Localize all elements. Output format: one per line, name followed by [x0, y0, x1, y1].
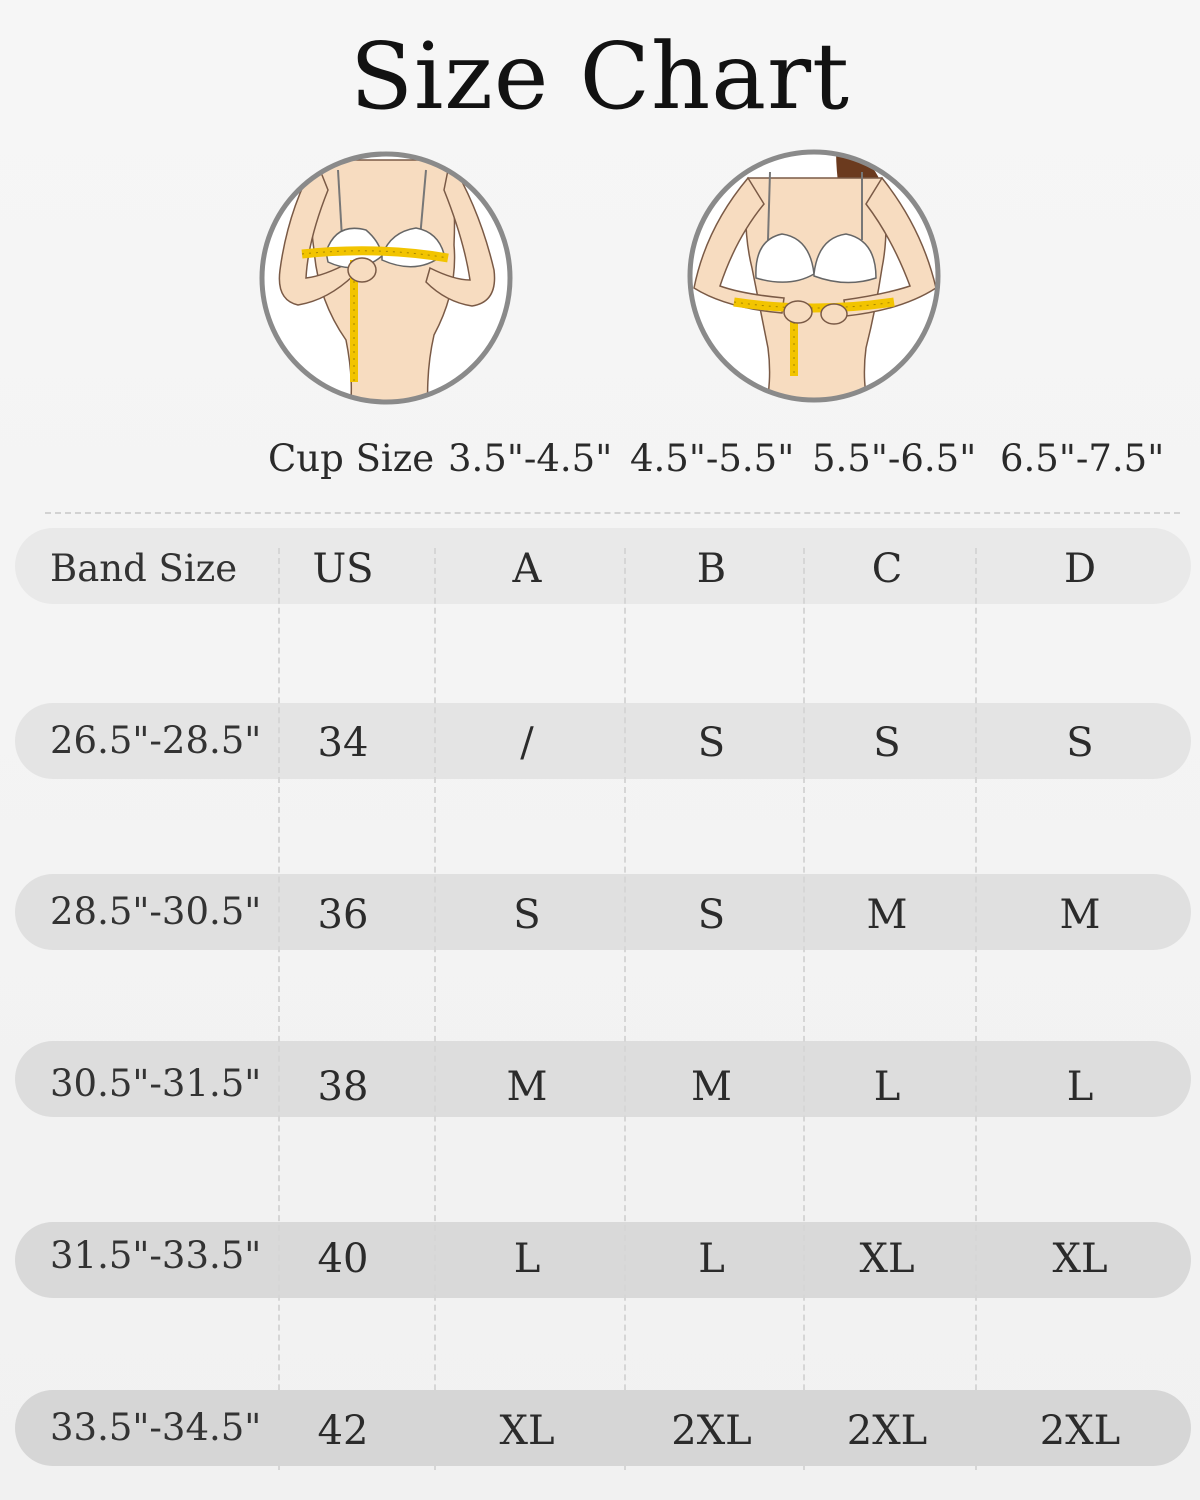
size-cell-a: L [513, 1236, 541, 1282]
cup-range-d: 6.5"-7.5" [1000, 437, 1165, 480]
size-cell-c: 2XL [846, 1408, 928, 1454]
header-band-size: Band Size [50, 547, 238, 590]
us-size-cell: 40 [317, 1236, 369, 1282]
size-cell-d: S [1066, 720, 1094, 766]
size-cell-b: 2XL [671, 1408, 752, 1454]
cup-range-a: 3.5"-4.5" [448, 437, 613, 480]
size-cell-b: S [697, 892, 726, 938]
column-divider [803, 548, 805, 1470]
column-divider [434, 548, 436, 1470]
header-cup-a: A [512, 546, 542, 592]
size-cell-d: M [1059, 892, 1101, 938]
band-size-cell: 31.5"-33.5" [50, 1234, 262, 1277]
size-cell-c: S [873, 720, 901, 766]
size-cell-c: L [873, 1064, 901, 1110]
header-cup-d: D [1063, 546, 1097, 592]
band-size-cell: 30.5"-31.5" [50, 1062, 262, 1105]
size-cell-a: M [506, 1064, 548, 1110]
us-size-cell: 42 [317, 1408, 369, 1454]
us-size-cell: 36 [317, 892, 369, 938]
band-measure-illustration [686, 148, 942, 404]
size-cell-b: M [691, 1064, 732, 1110]
column-divider [975, 548, 977, 1470]
cup-measure-illustration [258, 150, 514, 406]
size-cell-d: L [1066, 1064, 1094, 1110]
cup-range-c: 5.5"-6.5" [812, 437, 977, 480]
size-cell-b: S [697, 720, 726, 766]
header-cup-c: C [871, 546, 903, 592]
size-cell-c: M [866, 892, 908, 938]
page-title: Size Chart [349, 23, 851, 130]
column-divider [278, 548, 280, 1470]
size-cell-d: 2XL [1039, 1408, 1121, 1454]
size-cell-d: XL [1052, 1236, 1108, 1282]
header-us: US [312, 546, 374, 592]
tape-measure-underbust-icon [686, 148, 942, 404]
size-cell-c: XL [859, 1236, 915, 1282]
size-cell-a: S [513, 892, 541, 938]
size-cell-b: L [698, 1236, 725, 1282]
tape-measure-bust-icon [258, 150, 514, 406]
us-size-cell: 34 [317, 720, 369, 766]
band-size-cell: 28.5"-30.5" [50, 890, 262, 933]
column-divider [624, 548, 626, 1470]
us-size-cell: 38 [317, 1064, 369, 1110]
header-divider [45, 512, 1180, 514]
size-cell-a: XL [499, 1408, 555, 1454]
cup-range-b: 4.5"-5.5" [630, 437, 795, 480]
header-cup-b: B [696, 546, 727, 592]
cup-size-label: Cup Size [268, 437, 435, 480]
size-cell-a: / [520, 720, 534, 766]
band-size-cell: 26.5"-28.5" [50, 719, 262, 762]
band-size-cell: 33.5"-34.5" [50, 1406, 262, 1449]
